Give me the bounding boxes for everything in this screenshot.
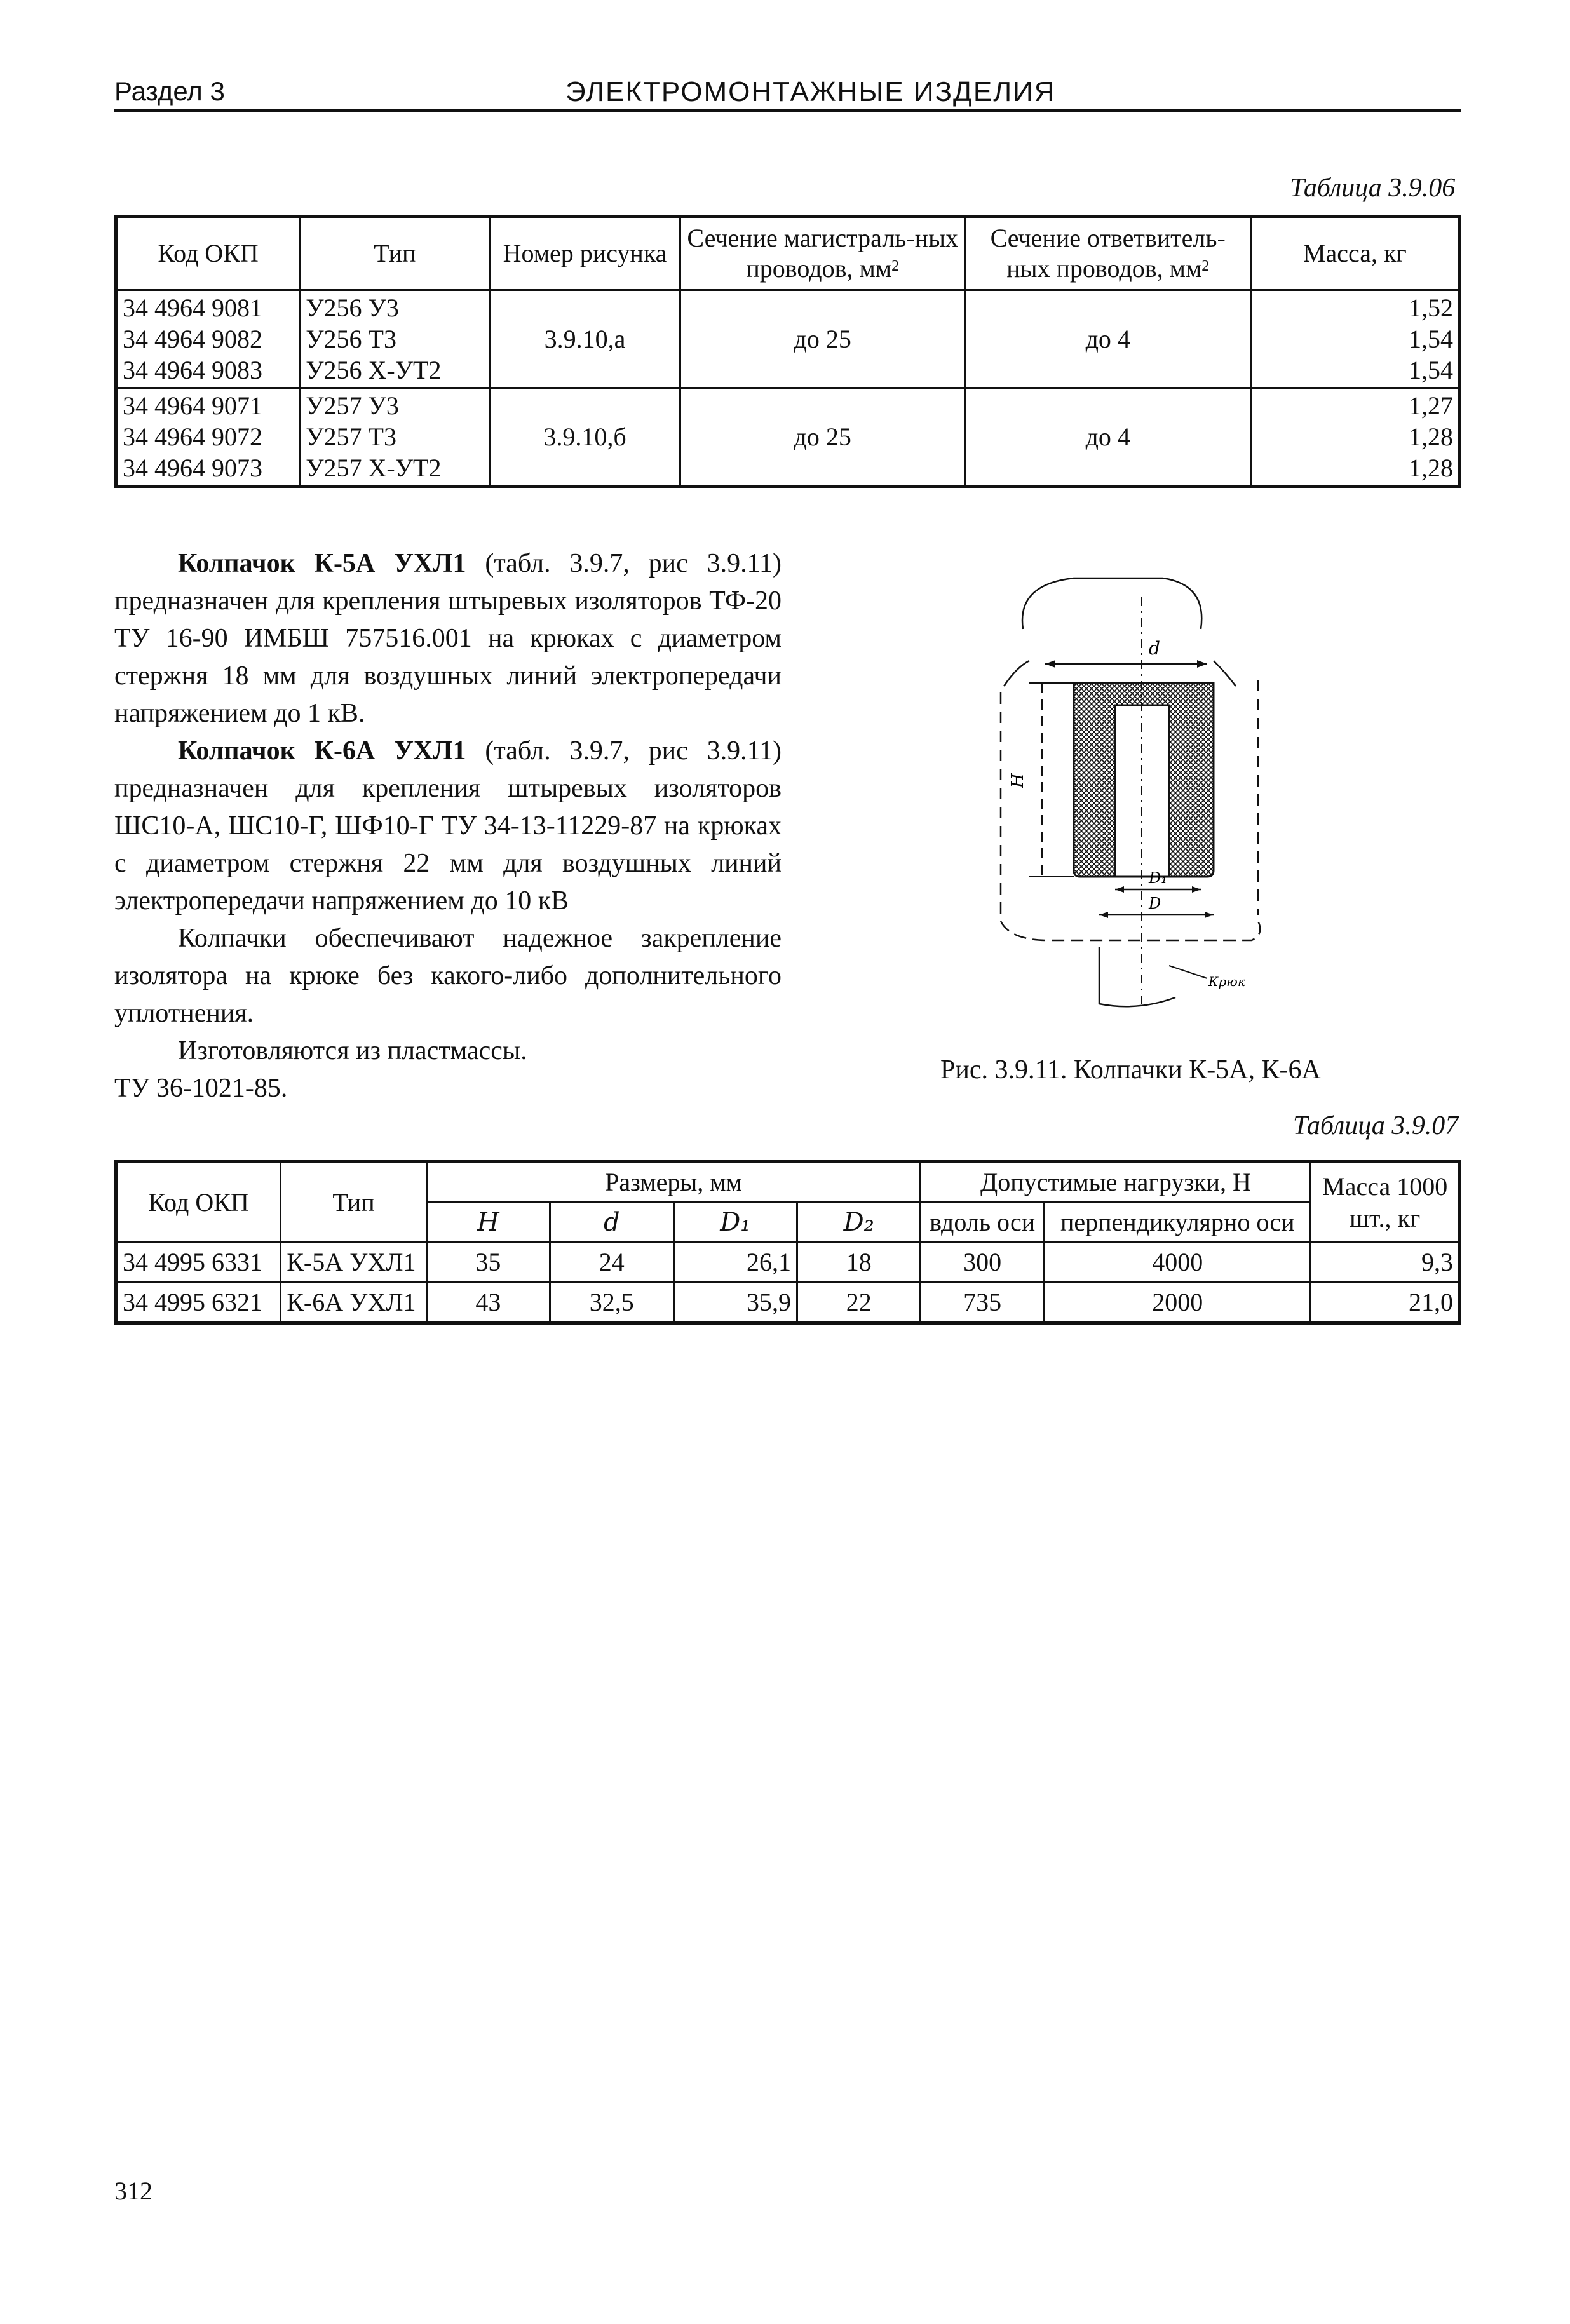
- col-D1: D₁: [673, 1203, 797, 1243]
- paragraph-tu: ТУ 36-1021-85.: [114, 1074, 288, 1103]
- col-mass: Масса, кг: [1250, 217, 1459, 290]
- label-hook: Крюк: [1208, 974, 1245, 989]
- table-row: [116, 1283, 1460, 1323]
- page-number: 312: [114, 2177, 152, 2205]
- label-H: H: [1008, 773, 1027, 788]
- table-3-9-06: [114, 215, 1461, 488]
- col-type: Тип: [281, 1162, 426, 1243]
- mass-cell: 9,3: [1311, 1243, 1460, 1283]
- main-section-cell: до 25: [680, 290, 965, 388]
- d-cell: 32,5: [550, 1283, 673, 1323]
- table2-caption: Таблица 3.9.07: [1293, 1111, 1459, 1140]
- col-along: вдоль оси: [921, 1203, 1045, 1243]
- section-label: Раздел 3: [114, 76, 225, 106]
- label-D: D: [1149, 895, 1161, 912]
- branch-section-cell: до 4: [965, 290, 1250, 388]
- col-dims: Размеры, мм: [426, 1162, 921, 1203]
- D2-cell: 18: [797, 1243, 921, 1283]
- col-code: Код ОКП: [116, 1162, 281, 1243]
- insulator-top-outline: [1022, 578, 1201, 629]
- d-cell: 24: [550, 1243, 673, 1283]
- figure-caption: Рис. 3.9.11. Колпачки К-5А, К-6А: [940, 1055, 1321, 1084]
- H-cell: 43: [426, 1283, 550, 1323]
- code-cell: 34 4995 6331: [116, 1243, 281, 1283]
- mass-cell: 21,0: [1311, 1283, 1460, 1323]
- table-row: [116, 1243, 1460, 1283]
- table-header-row: [116, 1162, 1460, 1203]
- D1-cell: 26,1: [673, 1243, 797, 1283]
- main-section-cell: до 25: [680, 388, 965, 487]
- along-cell: 300: [921, 1243, 1045, 1283]
- col-code: Код ОКП: [116, 217, 300, 290]
- branch-section-cell: до 4: [965, 388, 1250, 487]
- table-3-9-07: [114, 1160, 1461, 1325]
- figure-cell: 3.9.10,б: [490, 388, 680, 487]
- type-cell: У256 У3 У256 Т3 У256 Х-УТ2: [300, 290, 490, 388]
- mass-cell: 1,52 1,54 1,54: [1250, 290, 1459, 388]
- col-perp: перпендикулярно оси: [1044, 1203, 1311, 1243]
- header-rule: [114, 109, 1461, 112]
- perp-cell: 4000: [1044, 1243, 1311, 1283]
- col-mass: Масса 1000 шт., кг: [1311, 1162, 1460, 1243]
- col-figure: Номер рисунка: [490, 217, 680, 290]
- D2-cell: 22: [797, 1283, 921, 1323]
- table-header-row: [116, 217, 1460, 290]
- mass-cell: 1,27 1,28 1,28: [1250, 388, 1459, 487]
- paragraph-k5a: Колпачок К-5А УХЛ1 (табл. 3.9.7, рис 3.9.11) предназначен для крепления штыревых изоляторов ТФ-20 ТУ 16-90 ИМБШ 757516.001 на крюках с диаметром стержня 18 мм для воздушных линий электропередачи напряжением до 1 кВ.: [114, 549, 782, 728]
- col-branch-section: Сечение ответвитель-ных проводов, $мм^2$: [965, 217, 1250, 290]
- paragraph-purpose: Колпачки обеспечивают надежное закрепление изолятора на крюке без какого-либо дополнительного уплотнения.: [114, 924, 782, 1028]
- page-header: [114, 76, 1461, 114]
- table-row: [116, 290, 1460, 388]
- type-cell: У257 У3 У257 Т3 У257 Х-УТ2: [300, 388, 490, 487]
- type-cell: К-5А УХЛ1: [281, 1243, 426, 1283]
- H-cell: 35: [426, 1243, 550, 1283]
- col-H: H: [426, 1203, 550, 1243]
- figure-cell: 3.9.10,а: [490, 290, 680, 388]
- cap-drawing-figure: [947, 559, 1303, 1029]
- D1-cell: 35,9: [673, 1283, 797, 1323]
- body-text: [114, 545, 782, 1107]
- along-cell: 735: [921, 1283, 1045, 1323]
- col-D2: D₂: [797, 1203, 921, 1243]
- type-cell: К-6А УХЛ1: [281, 1283, 426, 1323]
- col-loads: Допустимые нагрузки, Н: [921, 1162, 1311, 1203]
- table-row: [116, 388, 1460, 487]
- perp-cell: 2000: [1044, 1283, 1311, 1323]
- paragraph-material: Изготовляются из пластмассы.: [178, 1036, 527, 1065]
- col-d: d: [550, 1203, 673, 1243]
- label-d: d: [1149, 638, 1160, 659]
- page-title: ЭЛЕКТРОМОНТАЖНЫЕ ИЗДЕЛИЯ: [565, 76, 1056, 107]
- code-cell: 34 4995 6321: [116, 1283, 281, 1323]
- cap-drawing: [947, 559, 1303, 1029]
- code-cell: 34 4964 9081 34 4964 9082 34 4964 9083: [116, 290, 300, 388]
- code-cell: 34 4964 9071 34 4964 9072 34 4964 9073: [116, 388, 300, 487]
- paragraph-k6a: Колпачок К-6А УХЛ1 (табл. 3.9.7, рис 3.9.11) предназначен для крепления штыревых изоляторов ШС10-А, ШС10-Г, ШФ10-Г ТУ 34-13-11229-87 на крюках с диаметром стержня 22 мм для воздушных линий электропередачи напряжением до 10 кВ: [114, 736, 782, 915]
- col-main-section: Сечение магистраль-ных проводов, $мм^2$: [680, 217, 965, 290]
- col-type: Тип: [300, 217, 490, 290]
- table1-caption: Таблица 3.9.06: [1290, 173, 1456, 203]
- label-D1: D₁: [1149, 869, 1167, 887]
